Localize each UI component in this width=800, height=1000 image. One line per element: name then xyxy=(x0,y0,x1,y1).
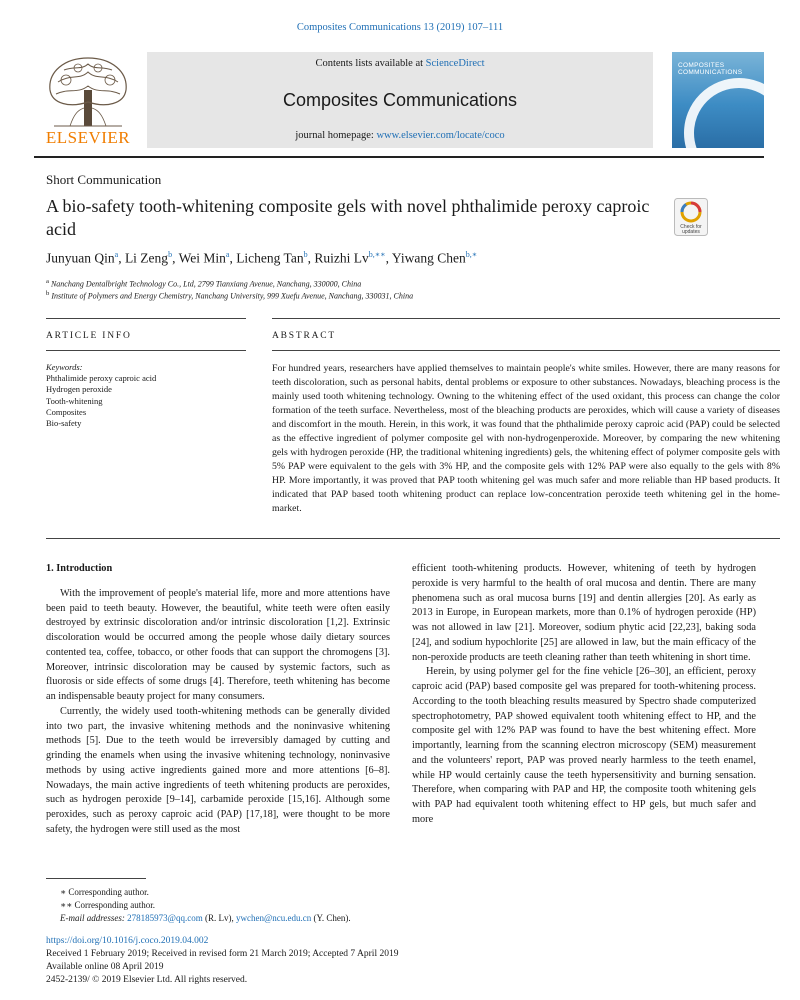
email-owner-lv: (R. Lv), xyxy=(204,913,234,923)
footnote-corresponding-2: ∗∗ Corresponding author. xyxy=(60,900,155,910)
email-label: E-mail addresses: xyxy=(60,913,125,923)
abstract-text: For hundred years, researchers have applied themselves to maintain people's white smiles. However, there are many reasons for teeth discoloration, such as personal habits, dental problems or exposure to other substances. Nowadays, bleaching process is the mainly used tooth whitening technology. Owning to the whitening effect of the used oxidant, this process can change the color formation of the teeth surface. Nevertheless, most of the bleaching products are peroxides, which will cause a variety of diseases and discomfort in the mouth. Herein, in this work, it was found that the phthalimide peroxy caproic acid (PAP) could be selected as the effective ingredient of polymer composite gel with non-hydrogenperoxide. Moreover, by comparing the new whitening gels with hydrogen peroxide (HP, the traditional whitening ingredients) gels, the whitening effect of polymer composite gels with 5% PAP were equivalent to the gels with 3% HP, and the composite gels with 12% PAP were also equally to the gels with 8% HP. More importantly, it was proved that PAP tooth whitening gel was much safer and more reliable than HP based products. It indicated that PAP based tooth whitening product can replace low-concentration peroxide teeth whitening gel in the home-market. xyxy=(272,363,780,514)
elsevier-logo xyxy=(34,52,142,148)
author-affil-mark[interactable]: a xyxy=(225,250,230,259)
keyword-item: Tooth-whitening xyxy=(46,395,103,406)
affiliation-mark: b xyxy=(46,290,50,297)
sciencedirect-link[interactable]: ScienceDirect xyxy=(425,58,485,69)
keyword-item: Bio-safety xyxy=(46,418,82,429)
intro-column-left xyxy=(46,562,390,838)
author-affil-mark[interactable]: b xyxy=(303,250,308,259)
affiliation-text: Institute of Polymers and Energy Chemistry, Nanchang University, 999 Xuefu Avenue, Nanchang, 330031, China xyxy=(51,291,414,301)
keywords-label: Keywords: xyxy=(46,362,83,372)
footnote-rule xyxy=(46,878,146,879)
keyword-item: Composites xyxy=(46,406,87,417)
affiliation-text: Nanchang Dentalbright Technology Co., Ltd, 2799 Tianxiang Avenue, Nanchang, 330000, China xyxy=(50,279,362,289)
contents-line xyxy=(147,58,653,69)
cover-arc-graphic xyxy=(684,78,764,148)
intro-paragraph: efficient tooth-whitening products. However, whitening of teeth by hydrogen peroxide is very harmful to the health of oral mucosa and dentin. There are many phenomena such as oral mucosa burns [19] and dentin allergies [20]. As early as 2013 in Europe, in European markets, more than 0.1% of hydrogen peroxide (HP) was not allowed in law [21]. Moreover, sodium phytic acid [22,23], baking soda [24], and sodium hypochlorite [25] are allowed in law, but the main efficacy of the non-peroxide products are teeth cleaning rather than teeth whitening in short time. xyxy=(412,563,756,663)
affiliation xyxy=(46,278,361,289)
homepage-prefix: journal homepage: xyxy=(295,130,374,141)
tree-logo-icon xyxy=(34,52,142,128)
author-name[interactable]: Licheng Tan xyxy=(236,250,304,266)
abstract-rule xyxy=(272,318,780,319)
journal-banner xyxy=(147,52,653,148)
header-divider xyxy=(34,156,764,158)
author-list: Junyuan Qin$^a$, Li Zeng$^b$, Wei Min$^a$, Licheng Tan$^b$, Ruizhi $Lv^{b,∗∗}$, Yiwang Chen$^{b,∗}$ xyxy=(46,250,478,266)
intro-paragraph: With the improvement of people's material life, more and more attentions have been paid to teeth beauty. However, the beautiful, white teeth were often easily destroyed by extrinsic discoloration and/or intrinsic discoloration [1,2]. Extrinsic discoloration would be occurred among the people whose daily dietary sources contented tea, coffee, tobacco, or other foods that can support the chromogens [3]. Moreover, intrinsic discoloration may be caused by systemic factors, such as fluorosis or side effects of some drugs [4]. Therefore, teeth whitening has become an indispensable beauty project for many consumers. xyxy=(46,587,390,703)
publisher-name: ELSEVIER xyxy=(45,128,131,147)
author-affil-mark[interactable]: b,∗∗ xyxy=(368,250,386,259)
footer-doi[interactable] xyxy=(46,935,208,948)
homepage-line xyxy=(147,130,653,141)
footnote-corresponding-1: ∗ Corresponding author. xyxy=(60,887,149,897)
article-info-heading: ARTICLE INFO xyxy=(46,331,132,341)
email-link-chen[interactable]: ywchen@ncu.edu.cn xyxy=(235,913,312,923)
intro-column-right xyxy=(412,562,756,828)
check-for-updates-badge[interactable] xyxy=(674,198,708,236)
abstract-heading: ABSTRACT xyxy=(272,331,337,341)
journal-reference-link[interactable]: Composites Communications 13 (2019) 107–111 xyxy=(296,22,504,33)
check-label-1: Check for xyxy=(680,224,702,230)
author-name[interactable]: Ruizhi Lv xyxy=(314,250,369,266)
journal-reference[interactable] xyxy=(0,22,800,33)
cover-title xyxy=(678,62,742,77)
doi-link[interactable]: https://doi.org/10.1016/j.coco.2019.04.002 xyxy=(46,936,209,946)
footer-online: Available online 08 April 2019 xyxy=(46,962,164,972)
section-heading-introduction: 1. Introduction xyxy=(46,563,113,574)
author-name[interactable]: Li Zeng xyxy=(124,250,169,266)
affiliation xyxy=(46,290,413,301)
homepage-link[interactable]: www.elsevier.com/locate/coco xyxy=(376,130,505,141)
contents-prefix: Contents lists available at xyxy=(315,58,424,69)
cover-title-line-1: COMPOSITES xyxy=(678,62,725,69)
check-label-2: updates xyxy=(682,229,700,235)
article-type: Short Communication xyxy=(46,172,162,187)
email-link-lv[interactable]: 278185973@qq.com xyxy=(127,913,203,923)
affiliation-mark: a xyxy=(46,278,49,285)
check-updates-icon xyxy=(674,198,708,236)
footer-received: Received 1 February 2019; Received in revised form 21 March 2019; Accepted 7 April 2019 xyxy=(46,949,399,959)
author-affil-mark[interactable]: b xyxy=(168,250,173,259)
article-info-rule-lower xyxy=(46,350,246,351)
cover-title-line-2: COMMUNICATIONS xyxy=(678,69,743,77)
journal-name: Composites Communications xyxy=(282,90,518,110)
intro-paragraph: Currently, the widely used tooth-whitening methods can be generally divided into two part, the invasive whitening methods and the noninvasive whitening methods [5]. Due to the teeth would be irreversibly damaged by cutting and grinding the enamels when using the invasive whitening technology, noninvasive methods by using active ingredients gained more and more attentions [6–8]. Nowadays, the main active ingredients of teeth whitening products are peroxides, such as hydrogen peroxide [9–14], carbamide peroxide [15,16]. Although some peroxides, such as peroxy caproic acid (PAP) [17,18], were thought to be more safety, the hydrogen were still used as the most xyxy=(46,705,390,836)
author-affil-mark[interactable]: a xyxy=(114,250,119,259)
author-name[interactable]: Wei Min xyxy=(178,250,226,266)
keyword-item: Phthalimide peroxy caproic acid xyxy=(46,373,157,384)
keywords-block xyxy=(46,362,246,429)
journal-cover[interactable] xyxy=(672,52,764,148)
author-name[interactable]: Yiwang Chen xyxy=(391,250,466,266)
author-affil-mark[interactable]: b,∗ xyxy=(465,250,478,259)
author-name[interactable]: Junyuan Qin xyxy=(46,250,115,266)
article-info-rule xyxy=(46,318,246,319)
intro-paragraph: Herein, by using polymer gel for the fine vehicle [26–30], an efficient, peroxy caproic acid (PAP) based composite gel was prepared for tooth-whitening process. According to the tooth bleaching results measured by Spectro shade computerized spectrophotometry, PAP showed equivalent tooth whitening effect to HP, and the composite gel with 12% PAP was found to have the best whitening effect. More importantly, learning from the scanning electron microscopy (SEM) measurement and the volunteers' report, PAP was proved nearly harmless to the teeth enamel, while HP would certainly cause the teeth hypersensitivity and burning sensation. Therefore, when comparing with PAP and HP, the composite tooth whitening gels with PAP had equivalent tooth whitening effect to HP gels, but much safer and more xyxy=(412,666,756,826)
email-owner-chen: (Y. Chen). xyxy=(313,913,351,923)
footnote-emails xyxy=(60,912,351,925)
article-title: A bio-safety tooth-whitening composite gels with novel phthalimide peroxy caproic acid xyxy=(46,196,650,240)
abstract-rule-lower xyxy=(272,350,780,351)
abstract-bottom-rule xyxy=(46,538,780,539)
footer-copyright: 2452-2139/ © 2019 Elsevier Ltd. All rights reserved. xyxy=(46,975,248,985)
keyword-item: Hydrogen peroxide xyxy=(46,384,112,395)
